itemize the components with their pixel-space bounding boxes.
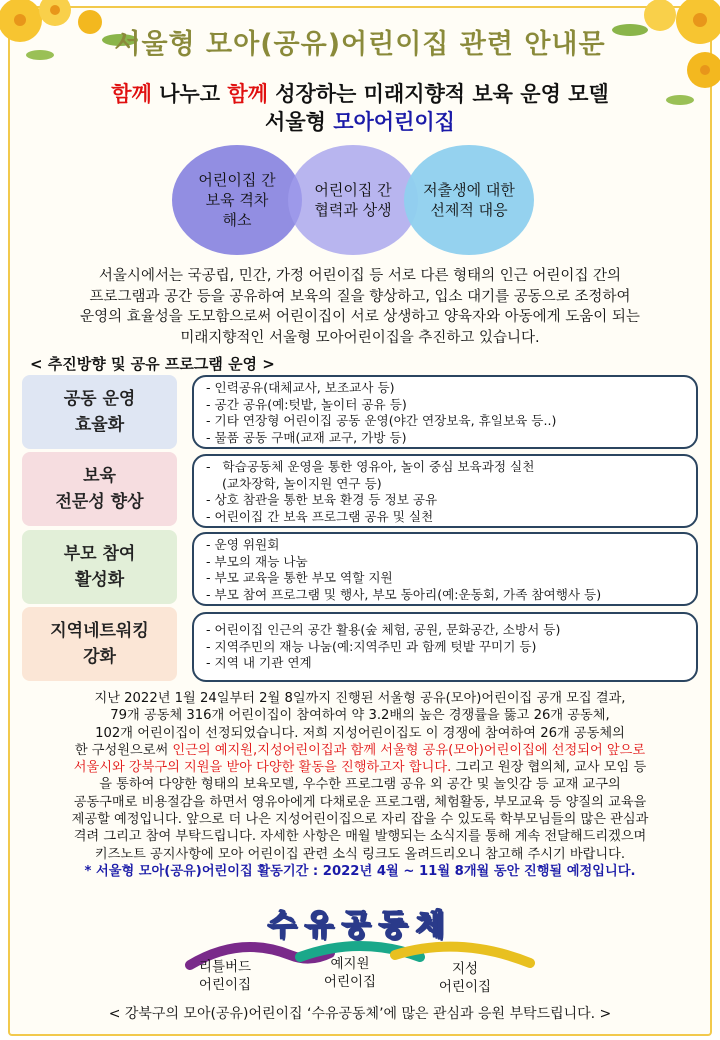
page-title: 서울형 모아(공유)어린이집 관련 안내문: [114, 29, 606, 60]
body-line: 격려 그리고 참여 부탁드립니다. 자세한 사항은 매월 발행되는 소식지를 통해 계속 전달해드리겠으며: [73, 829, 647, 845]
body-line: 한 구성원으로써: [74, 742, 173, 758]
detail-item: - 인력공유(대체교사, 보조교사 등): [206, 380, 395, 395]
community-brand: 수유공동체: [267, 908, 453, 943]
category-detail: [192, 375, 698, 449]
section-heading: < 추진방향 및 공유 프로그램 운영 >: [30, 355, 275, 373]
detail-item: - 운영 위원회: [206, 537, 280, 552]
slogan-text: 서울형: [265, 110, 334, 134]
slogan-emphasis: 함께: [227, 82, 268, 106]
detail-item: - 학습공동체 운영을 통한 영유아, 놀이 중심 보육과정 실천: [206, 459, 535, 474]
slogan-brand: 모아어린이집: [333, 110, 455, 134]
body-highlight: 인근의 예지원,지성어린이집과 함께 서울형 공유(모아)어린이집에 선정되어 앞으로: [172, 742, 646, 758]
slogan-text: 성장하는 미래지향적 보육 운영 모델: [267, 82, 609, 106]
body-line: 102개 어린이집이 선정되었습니다. 저희 지성어린이집도 이 경쟁에 참여하여 26개 공동체의: [95, 725, 625, 741]
category-label: 부모 참여 활성화: [22, 530, 177, 604]
activity-period-note: * 서울형 모아(공유)어린이집 활동기간 : 2022년 4월 ~ 11월 8개월 동안 진행될 예정입니다.: [84, 863, 636, 879]
body-line: 그리고 원장 협의체, 교사 모임 등: [451, 760, 647, 776]
body-highlight: 서울시와 강북구의 지원을 받아 다양한 활동을 진행하고자 합니다.: [73, 760, 452, 776]
slogan-emphasis: 함께: [111, 82, 152, 106]
closing-message: < 강북구의 모아(공유)어린이집 ‘수유공동체’에 많은 관심과 응원 부탁드립니다. >: [108, 1006, 612, 1022]
detail-item: - 기타 연장형 어린이집 공동 운영(야간 연장보육, 휴일보육 등..): [206, 413, 557, 428]
body-line: 을 통하여 다양한 형태의 보육모델, 우수한 프로그램 공유 외 공간 및 놀잇감 등 교재 교구의: [99, 777, 621, 793]
detail-item: - 부모 참여 프로그램 및 행사, 부모 동아리(예:운동회, 가족 참여행사 등): [206, 586, 602, 602]
detail-item: - 지역주민의 재능 나눔(예:지역주민 과 함께 텃밭 꾸미기 등): [206, 638, 537, 654]
goal-circle: 어린이집 간 보육 격차 해소: [172, 145, 302, 255]
detail-item: - 부모 교육을 통한 부모 역할 지원: [206, 570, 393, 585]
detail-item: - 부모의 재능 나눔: [206, 553, 308, 569]
goal-circle: 저출생에 대한 선제적 대응: [404, 145, 534, 255]
category-label: 공동 운영 효율화: [22, 375, 177, 449]
member-daycare: 리틀버드 어린이집: [198, 959, 252, 993]
detail-item: - 상호 참관을 통한 보육 환경 등 정보 공유: [206, 492, 438, 507]
body-line: 지난 2022년 1월 24일부터 2월 8일까지 진행된 서울형 공유(모아)어린이집 공개 모집 결과,: [94, 691, 626, 706]
body-line: 공동구매로 비용절감을 하면서 영유아에게 다채로운 프로그램, 체험활동, 부모교육 등 양질의 교육을: [73, 794, 647, 810]
category-detail: [192, 454, 698, 528]
detail-item: - 어린이집 인근의 공간 활용(숲 체험, 공원, 문화공간, 소방서 등): [206, 622, 561, 637]
member-daycare: 지성 어린이집: [438, 961, 492, 995]
member-daycare: 예지원 어린이집: [323, 956, 377, 990]
slogan-text: 나누고: [151, 82, 228, 106]
category-label: 지역네트워킹 강화: [22, 607, 177, 681]
category-label: 보육 전문성 향상: [22, 452, 177, 526]
body-line: 제공할 예정입니다. 앞으로 더 나은 지성어린이집으로 자리 잡을 수 있도록 학부모님들의 많은 관심과: [71, 812, 649, 828]
detail-item: - 어린이집 간 보육 프로그램 공유 및 실천: [206, 508, 434, 524]
slogan: [0, 80, 720, 136]
intro-paragraph: 서울시에서는 국공립, 민간, 가정 어린이집 등 서로 다른 형태의 인근 어린이집 간의 프로그램과 공간 등을 공유하여 보육의 질을 향상하고, 입소 대기를 공동으로 조정하여 운영의 효율성을 도모함으로써 어린이집이 서로 상생하고 양육자와 아동에게 도움이 되는 미래지향적인 서울형 모아어린이집을 추진하고 있습니다.: [80, 268, 640, 346]
body-line: 79개 공동체 316개 어린이집이 참여하여 약 3.2배의 높은 경쟁률을 뚫고 26개 공동체,: [110, 708, 610, 724]
body-line: 키즈노트 공지사항에 모아 어린이집 관련 소식 링크도 올려드리오니 참고해 주시기 바랍니다.: [94, 846, 626, 862]
category-detail: [192, 532, 698, 606]
category-detail: [192, 612, 698, 682]
detail-item: - 지역 내 기관 연계: [206, 655, 312, 670]
body-paragraph: [18, 690, 702, 880]
detail-item: - 물품 공동 구매(교재 교구, 가방 등): [206, 429, 407, 445]
detail-item: (교차장학, 놀이지원 연구 등): [206, 475, 382, 491]
goal-circle: 어린이집 간 협력과 상생: [288, 145, 418, 255]
detail-item: - 공간 공유(예:텃밭, 놀이터 공유 등): [206, 396, 407, 412]
